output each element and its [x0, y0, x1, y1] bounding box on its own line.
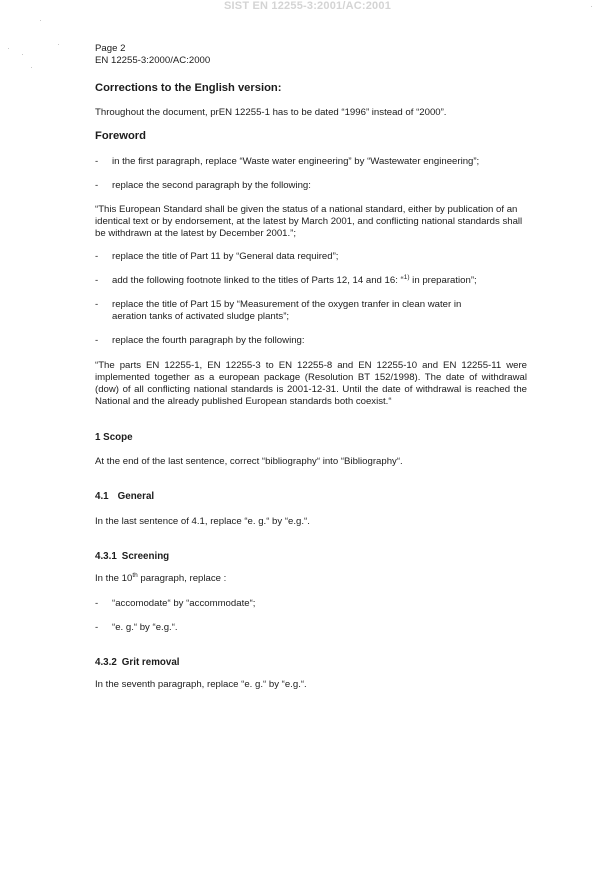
- section-4-1-text: In the last sentence of 4.1, replace “e. g.“ by “e.g.“.: [95, 516, 310, 527]
- document-id: EN 12255-3:2000/AC:2000: [95, 55, 211, 66]
- item-text: “accomodate“ by “accommodate“;: [112, 598, 256, 609]
- bullet-dash: -: [95, 275, 99, 286]
- watermark: SIST EN 12255-3:2001/AC:2001: [223, 0, 392, 12]
- section-title: Screening: [121, 551, 170, 562]
- section-4-3-2-heading: [95, 657, 180, 669]
- scope-text: At the end of the last sentence, correct “bibliography“ into “Bibliography“.: [95, 456, 403, 467]
- item-text: “e. g.“ by “e.g.“.: [112, 622, 178, 633]
- bullet-dash: -: [95, 180, 99, 191]
- foreword-quote-2: “The parts EN 12255-1, EN 12255-3 to EN 12255-8 and EN 12255-10 and EN 12255-11 were implemented together as a european package (Resolution BT 152/1998). The date of withdrawal (dow) of all conflicting national standards is 2001-12-31. Until the date of withdrawal is reached the National and the already published European standards both coexist.“: [95, 360, 527, 407]
- bullet-dash: -: [95, 335, 99, 346]
- superscript: th: [132, 571, 138, 579]
- foreword-heading: Foreword: [95, 130, 146, 142]
- corrections-heading: Corrections to the English version:: [95, 82, 282, 94]
- bullet-dash: -: [95, 251, 99, 262]
- bullet-dash: -: [95, 622, 99, 633]
- intro-part: paragraph, replace :: [137, 573, 227, 584]
- section-number: 4.3.1: [95, 551, 117, 562]
- item-text: [112, 275, 522, 287]
- bullet-dash: -: [95, 156, 99, 167]
- item-text: replace the title of Part 15 by “Measurement of the oxygen tranfer in clean water in aeration tanks of activated sludge plants”;: [112, 299, 462, 322]
- section-4-3-1-intro: [95, 573, 527, 585]
- item-text: replace the fourth paragraph by the following:: [112, 335, 305, 346]
- section-title: General: [117, 491, 155, 502]
- item-text-part: add the following footnote linked to the titles of Parts 12, 14 and 16: “: [112, 275, 404, 286]
- scan-speck: [591, 6, 592, 7]
- scan-speck: [58, 44, 59, 45]
- item-text: replace the second paragraph by the following:: [112, 180, 311, 191]
- bullet-dash: -: [95, 299, 99, 310]
- footnote-mark: 1): [403, 273, 410, 281]
- section-number: 4.3.2: [95, 657, 117, 668]
- section-number: 4.1: [95, 491, 109, 502]
- scan-speck: [8, 48, 9, 49]
- scan-speck: [31, 67, 32, 68]
- bullet-dash: -: [95, 598, 99, 609]
- foreword-quote-1: “This European Standard shall be given the status of a national standard, either by publication of an identical text or by endorsement, at the latest by March 2001, and conflicting national standards shall be withdrawn at the latest by December 2001.”;: [95, 204, 523, 239]
- section-4-1-heading: [95, 491, 154, 503]
- section-4-3-2-text: In the seventh paragraph, replace “e. g.“ by “e.g.“.: [95, 679, 307, 690]
- section-title: Grit removal: [121, 657, 180, 668]
- scan-speck: [22, 54, 23, 55]
- section-4-3-1-heading: [95, 551, 169, 563]
- page-number: Page 2: [95, 43, 126, 54]
- scan-speck: [40, 20, 41, 21]
- corrections-text: Throughout the document, prEN 12255-1 has to be dated “1996” instead of “2000”.: [95, 107, 447, 118]
- intro-part: In the 10: [95, 573, 133, 584]
- item-text: in the first paragraph, replace “Waste water engineering” by “Wastewater engineering”;: [112, 156, 480, 167]
- item-text: replace the title of Part 11 by “General data required”;: [112, 251, 339, 262]
- item-text-part: in preparation”;: [409, 275, 477, 286]
- scope-heading: 1 Scope: [95, 432, 133, 443]
